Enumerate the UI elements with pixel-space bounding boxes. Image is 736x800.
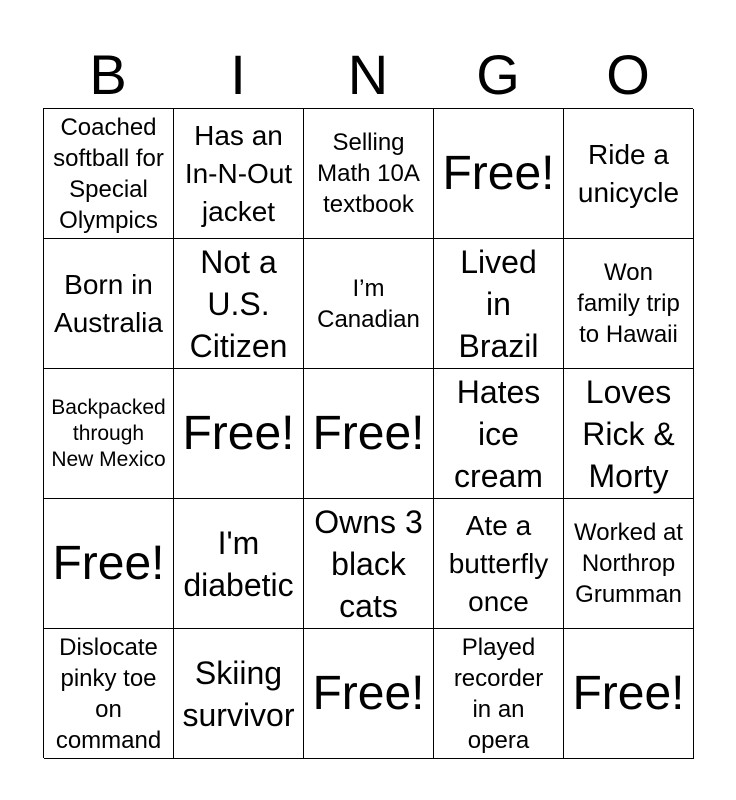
cell-text: I’m Canadian [317, 274, 420, 333]
bingo-cell[interactable] [304, 499, 434, 629]
cell-text: Free! [52, 536, 165, 590]
header-letter-o: O [606, 43, 650, 106]
cell-text: Free! [312, 406, 425, 460]
header-letter-i: I [230, 43, 246, 106]
cell-text: Lived in Brazil [458, 243, 539, 364]
bingo-cell-free[interactable] [174, 369, 304, 499]
cell-text: Worked at Northrop Grumman [574, 519, 683, 608]
cell-text: Played recorder in an opera [453, 633, 544, 754]
cell-text: Ride a unicycle [577, 138, 680, 208]
cell-text: Free! [312, 666, 425, 720]
bingo-cell[interactable] [174, 239, 304, 369]
cell-text: Coached softball for Special Olympics [53, 113, 164, 234]
bingo-cell-free[interactable] [434, 109, 564, 239]
cell-text: Free! [572, 666, 685, 720]
bingo-cell[interactable] [434, 499, 564, 629]
cell-text: Not a U.S. Citizen [189, 243, 288, 364]
header-letter-g: G [476, 43, 520, 106]
cell-text: Born in Australia [54, 268, 163, 338]
bingo-cell[interactable] [44, 239, 174, 369]
header-letter-b: B [89, 43, 127, 106]
cell-text: Free! [442, 146, 555, 200]
cell-text: Free! [182, 406, 295, 460]
bingo-cell[interactable] [44, 629, 174, 759]
bingo-cell[interactable] [434, 629, 564, 759]
bingo-cell-free[interactable] [304, 629, 434, 759]
cell-text: Owns 3 black cats [314, 503, 423, 624]
cell-text: Selling Math 10A textbook [317, 129, 420, 218]
cell-text: Has an In-N-Out jacket [184, 119, 293, 227]
bingo-cell[interactable] [434, 369, 564, 499]
bingo-cell[interactable] [434, 239, 564, 369]
bingo-header [43, 42, 693, 108]
cell-text: Won family trip to Hawaii [577, 259, 680, 348]
bingo-cell[interactable] [44, 109, 174, 239]
bingo-cell[interactable] [304, 239, 434, 369]
bingo-cell[interactable] [174, 499, 304, 629]
bingo-cell-free[interactable] [44, 499, 174, 629]
cell-text: Skiing survivor [182, 654, 295, 733]
bingo-cell[interactable] [174, 109, 304, 239]
bingo-cell[interactable] [564, 109, 694, 239]
cell-text: Dislocate pinky toe on command [55, 633, 162, 754]
header-letter-n: N [347, 43, 389, 106]
bingo-cell-free[interactable] [564, 629, 694, 759]
bingo-cell[interactable] [564, 499, 694, 629]
cell-text: Ate a butterfly once [448, 509, 549, 617]
bingo-card-grid [43, 108, 693, 758]
bingo-cell[interactable] [304, 109, 434, 239]
bingo-cell[interactable] [564, 369, 694, 499]
bingo-cell-free[interactable] [304, 369, 434, 499]
bingo-cell[interactable] [564, 239, 694, 369]
cell-text: I'm diabetic [183, 524, 294, 603]
bingo-cell[interactable] [44, 369, 174, 499]
cell-text: Backpacked through New Mexico [51, 395, 166, 471]
cell-text: Hates ice cream [454, 373, 543, 494]
cell-text: Loves Rick & Morty [582, 373, 675, 494]
bingo-cell[interactable] [174, 629, 304, 759]
